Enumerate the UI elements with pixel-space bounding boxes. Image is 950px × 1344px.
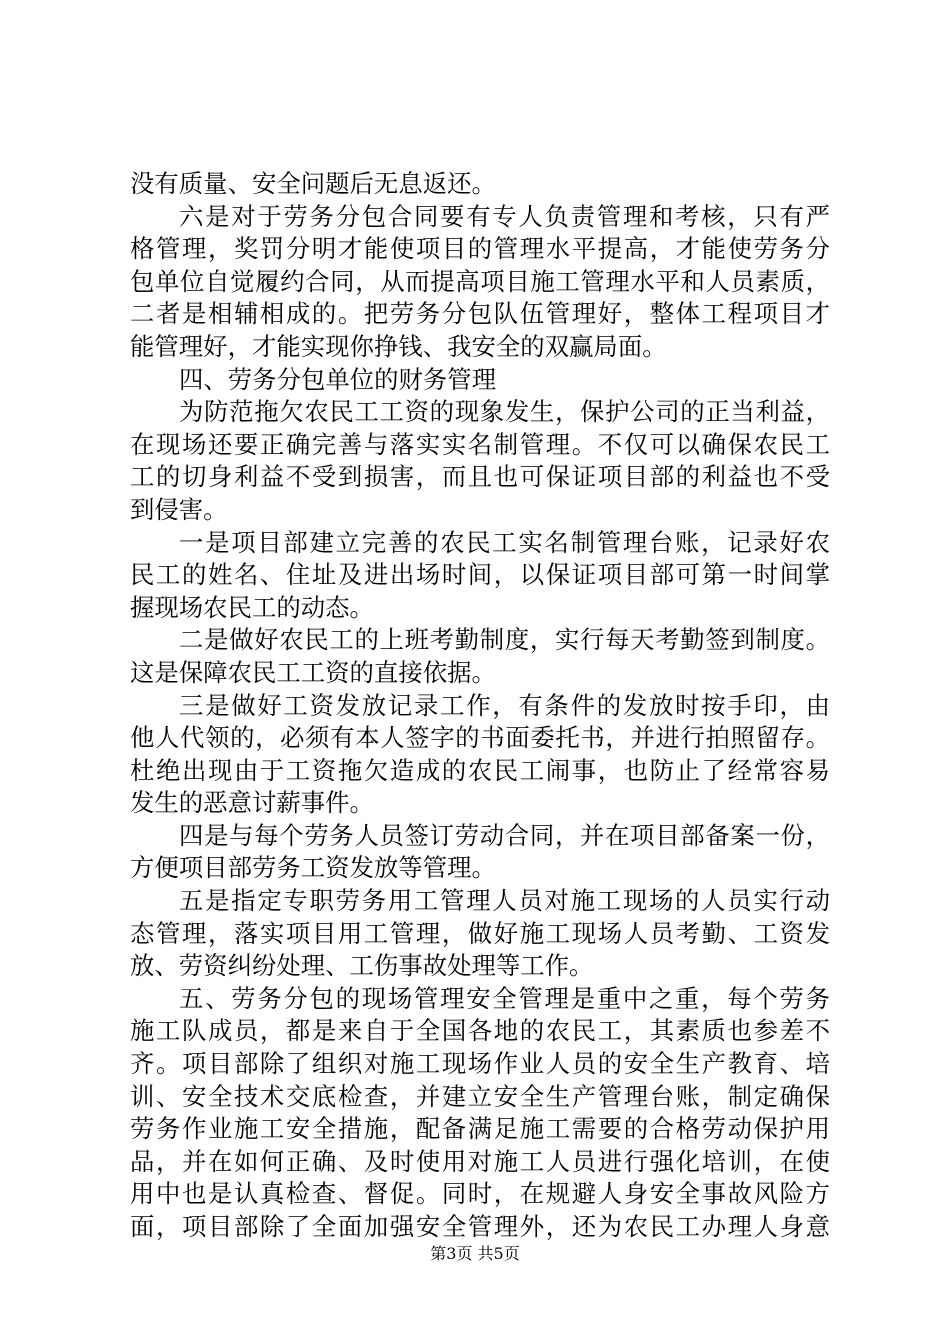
text-line-17: 三是做好工资发放记录工作，有条件的发放时按手印，由 bbox=[179, 690, 830, 720]
page-footer bbox=[0, 1244, 950, 1264]
document-body bbox=[130, 168, 830, 1244]
text-line-9: 在现场还要正确完善与落实实名制管理。不仅可以确保农民工 bbox=[130, 429, 830, 459]
text-line-3: 格管理，奖罚分明才能使项目的管理水平提高，才能使劳务分 bbox=[130, 234, 830, 264]
text-line-28: 齐。项目部除了组织对施工现场作业人员的安全生产教育、培 bbox=[130, 1049, 830, 1079]
text-line-4: 包单位自觉履约合同，从而提高项目施工管理水平和人员素质， bbox=[130, 266, 830, 296]
text-line-30: 劳务作业施工安全措施，配备满足施工需要的合格劳动保护用 bbox=[130, 1114, 830, 1144]
text-line-1: 没有质量、安全问题后无息返还。 bbox=[130, 169, 496, 198]
text-line-2: 六是对于劳务分包合同要有专人负责管理和考核，只有严 bbox=[179, 201, 830, 231]
text-line-22: 方便项目部劳务工资发放等管理。 bbox=[130, 853, 496, 883]
text-line-8: 为防范拖欠农民工工资的现象发生，保护公司的正当利益， bbox=[179, 397, 830, 427]
text-line-10: 工的切身利益不受到损害，而且也可保证项目部的利益也不受 bbox=[130, 462, 830, 492]
section-heading-5: 五、劳务分包的现场管理安全管理是重中之重，每个劳务 bbox=[179, 983, 830, 1013]
text-line-18: 他人代领的，必须有本人签字的书面委托书，并进行拍照留存。 bbox=[130, 723, 830, 753]
text-line-20: 发生的恶意讨薪事件。 bbox=[130, 788, 374, 818]
section-heading-4: 四、劳务分包单位的财务管理 bbox=[179, 364, 497, 394]
text-line-19: 杜绝出现由于工资拖欠造成的农民工闹事，也防止了经常容易 bbox=[130, 755, 830, 785]
text-line-31: 品，并在如何正确、及时使用对施工人员进行强化培训，在使 bbox=[130, 1146, 830, 1176]
text-line-24: 态管理，落实项目用工管理，做好施工现场人员考勤、工资发 bbox=[130, 918, 830, 948]
text-line-33: 面，项目部除了全面加强安全管理外，还为农民工办理人身意 bbox=[130, 1212, 830, 1241]
text-line-12: 一是项目部建立完善的农民工实名制管理台账，记录好农 bbox=[179, 527, 830, 557]
text-line-32: 用中也是认真检查、督促。同时，在规避人身安全事故风险方 bbox=[130, 1179, 830, 1209]
page-number-label: 第3页 共5页 bbox=[430, 1244, 520, 1263]
text-line-29: 训、安全技术交底检查，并建立安全生产管理台账，制定确保 bbox=[130, 1081, 830, 1111]
text-line-23: 五是指定专职劳务用工管理人员对施工现场的人员实行动 bbox=[179, 886, 830, 916]
text-line-5: 二者是相辅相成的。把劳务分包队伍管理好，整体工程项目才 bbox=[130, 299, 830, 329]
text-line-25: 放、劳资纠纷处理、工伤事故处理等工作。 bbox=[130, 951, 594, 981]
text-line-15: 二是做好农民工的上班考勤制度，实行每天考勤签到制度。 bbox=[179, 625, 830, 655]
text-line-27: 施工队成员，都是来自于全国各地的农民工，其素质也参差不 bbox=[130, 1016, 830, 1046]
text-line-13: 民工的姓名、住址及进出场时间，以保证项目部可第一时间掌 bbox=[130, 560, 830, 590]
text-line-14: 握现场农民工的动态。 bbox=[130, 592, 374, 622]
text-line-16: 这是保障农民工工资的直接依据。 bbox=[130, 657, 496, 687]
text-line-6: 能管理好，才能实现你挣钱、我安全的双赢局面。 bbox=[130, 331, 667, 361]
text-line-11: 到侵害。 bbox=[130, 494, 228, 524]
text-line-21: 四是与每个劳务人员签订劳动合同，并在项目部备案一份， bbox=[179, 820, 830, 850]
